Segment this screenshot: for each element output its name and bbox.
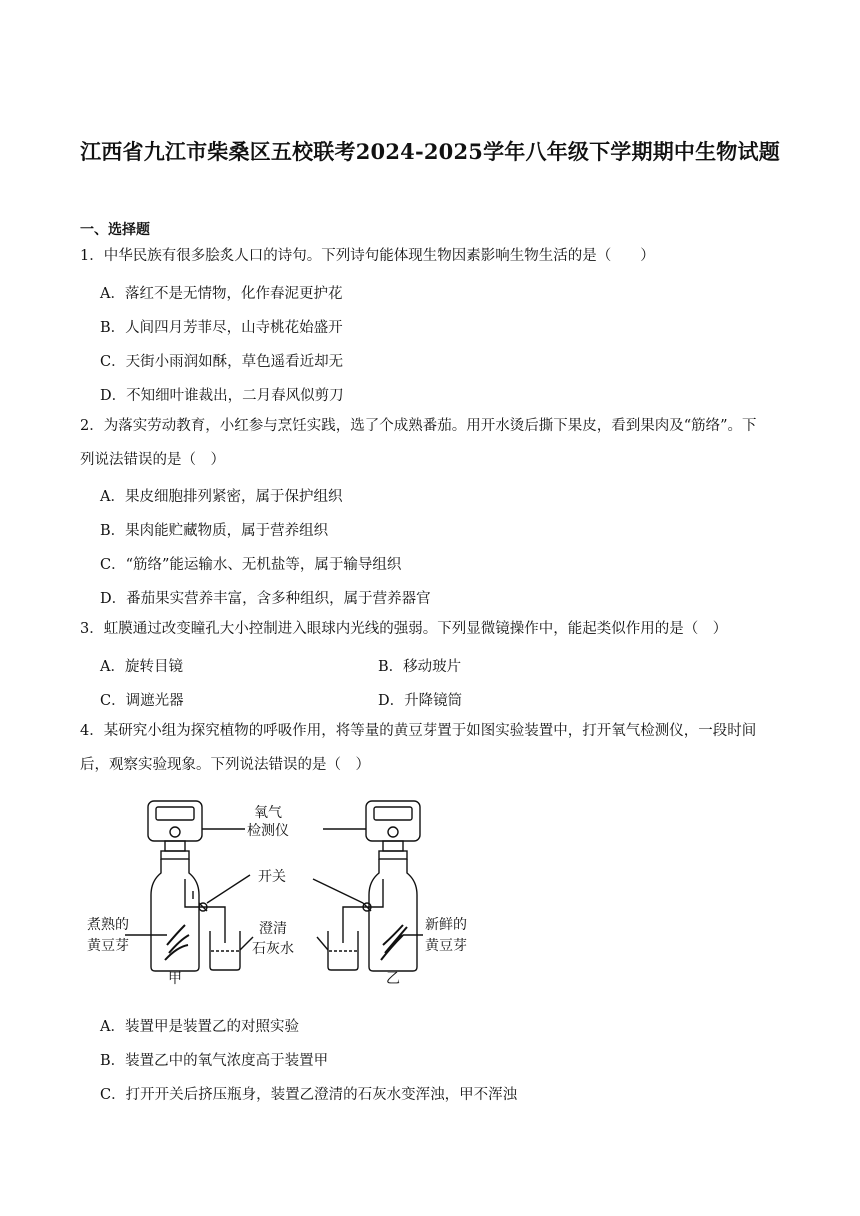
question-3-option-a: A．旋转目镜 — [100, 659, 183, 675]
question-3-option-d: D．升降镜筒 — [378, 693, 463, 709]
question-4-option-b: B．装置乙中的氧气浓度高于装置甲 — [100, 1053, 329, 1069]
question-2-option-a: A．果皮细胞排列紧密，属于保护组织 — [100, 489, 343, 505]
question-2-option-d: D．番茄果实营养丰富，含多种组织，属于营养器官 — [100, 591, 431, 607]
label-limewater-line-2: 石灰水 — [252, 941, 294, 957]
question-4-option-a: A．装置甲是装置乙的对照实验 — [100, 1019, 299, 1035]
question-1-option-d: D．不知细叶谁裁出，二月春风似剪刀 — [100, 388, 344, 404]
question-2-stem-line-1: 2．为落实劳动教育，小红参与烹饪实践，选了个成熟番茄。用开水烫后撕下果皮，看到果肉及“筋络”。下 — [80, 418, 757, 434]
question-4-option-c: C．打开开关后挤压瓶身，装置乙澄清的石灰水变浑浊，甲不浑浊 — [100, 1087, 518, 1103]
label-limewater-line-1: 澄清 — [259, 921, 287, 937]
question-2-option-c: C．“筋络”能运输水、无机盐等，属于输导组织 — [100, 557, 402, 573]
question-4-stem-line-2: 后，观察实验现象。下列说法错误的是（ ） — [80, 757, 370, 773]
question-2-stem-line-2: 列说法错误的是（ ） — [80, 452, 225, 468]
page-title: 江西省九江市柴桑区五校联考2024-2025学年八年级下学期期中生物试题 — [80, 139, 780, 164]
question-4-stem-line-1: 4．某研究小组为探究植物的呼吸作用，将等量的黄豆芽置于如图实验装置中，打开氧气检测仪，一段时间 — [80, 723, 757, 739]
label-yi: 乙 — [386, 971, 400, 985]
label-fresh-line-1: 新鲜的 — [425, 917, 467, 933]
question-1-option-b: B．人间四月芳菲尽，山寺桃花始盛开 — [100, 320, 343, 336]
label-fresh-line-2: 黄豆芽 — [425, 938, 467, 954]
section-heading: 一、选择题 — [80, 222, 150, 238]
bottle-yi — [369, 859, 417, 971]
label-switch: 开关 — [258, 869, 286, 885]
bottle-jia — [151, 859, 199, 971]
question-1-option-c: C．天街小雨润如酥，草色遥看近却无 — [100, 354, 344, 370]
question-3-option-c: C．调遮光器 — [100, 693, 184, 709]
label-jia: 甲 — [168, 971, 182, 985]
question-1-option-a: A．落红不是无情物，化作春泥更护花 — [100, 286, 343, 302]
experiment-apparatus-figure — [85, 795, 485, 985]
label-oxygen: 氧气 — [254, 805, 282, 821]
question-1-stem: 1．中华民族有很多脍炙人口的诗句。下列诗句能体现生物因素影响生物生活的是（ ） — [80, 248, 655, 264]
label-cooked-line-2: 黄豆芽 — [87, 938, 129, 954]
question-3-stem: 3．虹膜通过改变瞳孔大小控制进入眼球内光线的强弱。下列显微镜操作中，能起类似作用的是（ ） — [80, 621, 728, 637]
label-cooked-line-1: 煮熟的 — [87, 917, 129, 933]
label-detector: 检测仪 — [247, 823, 289, 839]
question-2-option-b: B．果肉能贮藏物质，属于营养组织 — [100, 523, 329, 539]
question-3-option-b: B．移动玻片 — [378, 659, 462, 675]
